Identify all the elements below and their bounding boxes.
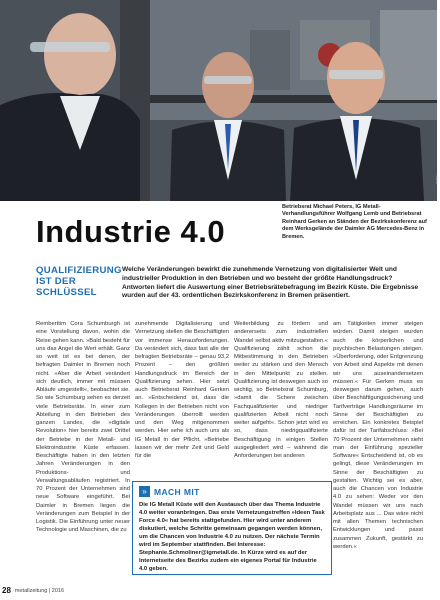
body-column-1: Remberttim Cora Schumburgh ist eine Vorstellung davon, wohin die Reise gehen kann. »Bald besteht für uns das Angel die Wert erhält. Ganz so weit ist es bei denen, der befragten Daimler in Bremen noch nicht. »Aber die Arbeit verändert sich deutlich, immer mit müssen Abläufe umgestellt«, beobachtet sie. So wie Schumburg sehen es derzeit viele Betriebsräte. In einer zum Abteilung in den Betrieben des ganzen Landes, die »digitale Revolution« hier bereits zwei Drittel der Betriebe in der Metall- und Elektroindustrie Küste erfassen. Beschäftigte haben in den letzten Jahren Veränderungen in den Produktions- und Verwaltungsabläufen registriert. In 70 Prozent der Unternehmen sind neue Software eingeführt. Bei Daimler in Bremen liegen die Veränderungen zum Beispiel in der Logistik. Die Einführung unter neuer Technologie und Maschinen, die zu [36,321,130,534]
lede-paragraph: Welche Veränderungen bewirkt die zunehmende Vernetzung von digitalisierter Welt und industrieller Produktion in den Betrieben und wo besteht der größte Handlungsdruck? Antworten liefert die Auswertung einer Betriebsrätebefragung im Bezirk Küste. Die Ergebnisse wurden auf der 43. ordentlichen Bezirkskonferenz in Bremen präsentiert. [122,266,419,300]
info-box-title: MACH MIT [154,486,200,497]
info-box [132,481,332,575]
body-column-2: zunehmende Digitalisierung und Vernetzung stellen die Beschäftigten vor immense Herausforderungen. Da verändert sich, dass fast alle der befragten Betriebsräte – genau 93,2 Prozent – den größten Handlungsdruck im Bereich der Qualifizierung sehen. Hier setzt auch Betriebsrat Reinhard Gerken an. »Entscheidend ist, dass die Kollegen in der Betrieben nicht von Veränderungen überrollt werden und den Weg mitgenommen werden. Hier sehe ich auch uns als IG Metall in der Pflicht, »Betriebe lassen wir der mehr Zeit und Geld für die [135,321,229,459]
subheadline: QUALIFIZIERUNG IST DER SCHLÜSSEL [36,265,122,298]
info-box-header [133,482,331,499]
photo-caption: Betriebsrat Michael Peters, IG Metall-Verhandlungsführer Wolfgang Lemb und Betriebsrat Reinhard Gerken an Ständen der Bezirkskonferenz auf dem Werksgelände der Daimler AG Mercedes-Benz in Bremen. [282,204,427,240]
page-footer [2,586,64,595]
body-column-3: Weiterbildung zu fördern und andererseits zum industriellen Wandel selbst aktiv mitzugestalten.« Qualifizierung zählt schon die Mitbestimmung in den Betrieben weiter zu stärken und den Mensch in den Mittelpunkt zu stellen. Qualifizierung ist deswegen auch so wichtig, so Betriebsrat Schumburg, »damit die Schere zwischen Fachqualifizierter und niedriger qualifizierten Arbeit nicht noch weiter aufgeht«. Schon jetzt wird es so, dass niedrigqualifizierte Beschäftigung in einigen Stellen ausgegliedert wird – während die Anforderungen bei anderen [234,321,328,459]
photo-credit: Foto: ... [435,170,440,184]
body-column-4: am Tätigkeiten immer steigen würden. Damit steigen wurden auch die körperlichen und psychischen Belastungen steigen. »Überforderung, oder Entgrenzung von Arbeit sind Aspekte mit denen wir uns auseinandersetzen müssen.« Für Gerken muss es deswegen darum gehen, auch über Beschäftigungssicherung und Tarifverträge Handlungsräume im Sinne der Beschäftigten zu erreichen. Ein konkretes Beispiel dafür ist der Tarifabschluss: »Bei 70 Prozent der Unternehmen sieht man der Einführung spezieller Software« Entscheidend ist, ob es gelingt, diese Veränderungen im Sinne der Beschäftigten zu gestalten. Wichtig sei es aber, auch die Chancen von Industrie 4.0 zu sehen: Weder vor den Wandel müssen wir uns nach Arbeitsplatz aus ... Das wäre nicht mit allen Themen technischen Entwicklungen und passt zusammen Zukunft, gestärkt zu werden.« [333,321,423,550]
page-number: 28 [2,586,11,595]
publication-label: metallzeitung | 2016 [14,587,65,594]
photo-illustration [0,0,437,201]
arrow-icon: » [139,486,150,497]
page-title: Industrie 4.0 [36,214,226,249]
info-box-text: Die IG Metall Küste will den Austausch über das Thema Industrie 4.0 weiter voranbringen. Das erste Vernetzungstreffen »Ideen Task Force 4.0« hat bereits stattgefunden. Hier wird unter anderem diskutiert, welche Schritte gemeinsam gegangen werden können, um die Chancen von Industrie 4.0 zu nutzen. Der nächste Termin wird im September stattfinden. Bei Interesse: Stephanie.Schmoliner@igmetall.de. In Kürze wird es auf der Internetseite des Bezirks zudem ein eigenes Portal für Industrie 4.0 geben. [139,502,325,572]
header-photo [0,0,440,201]
